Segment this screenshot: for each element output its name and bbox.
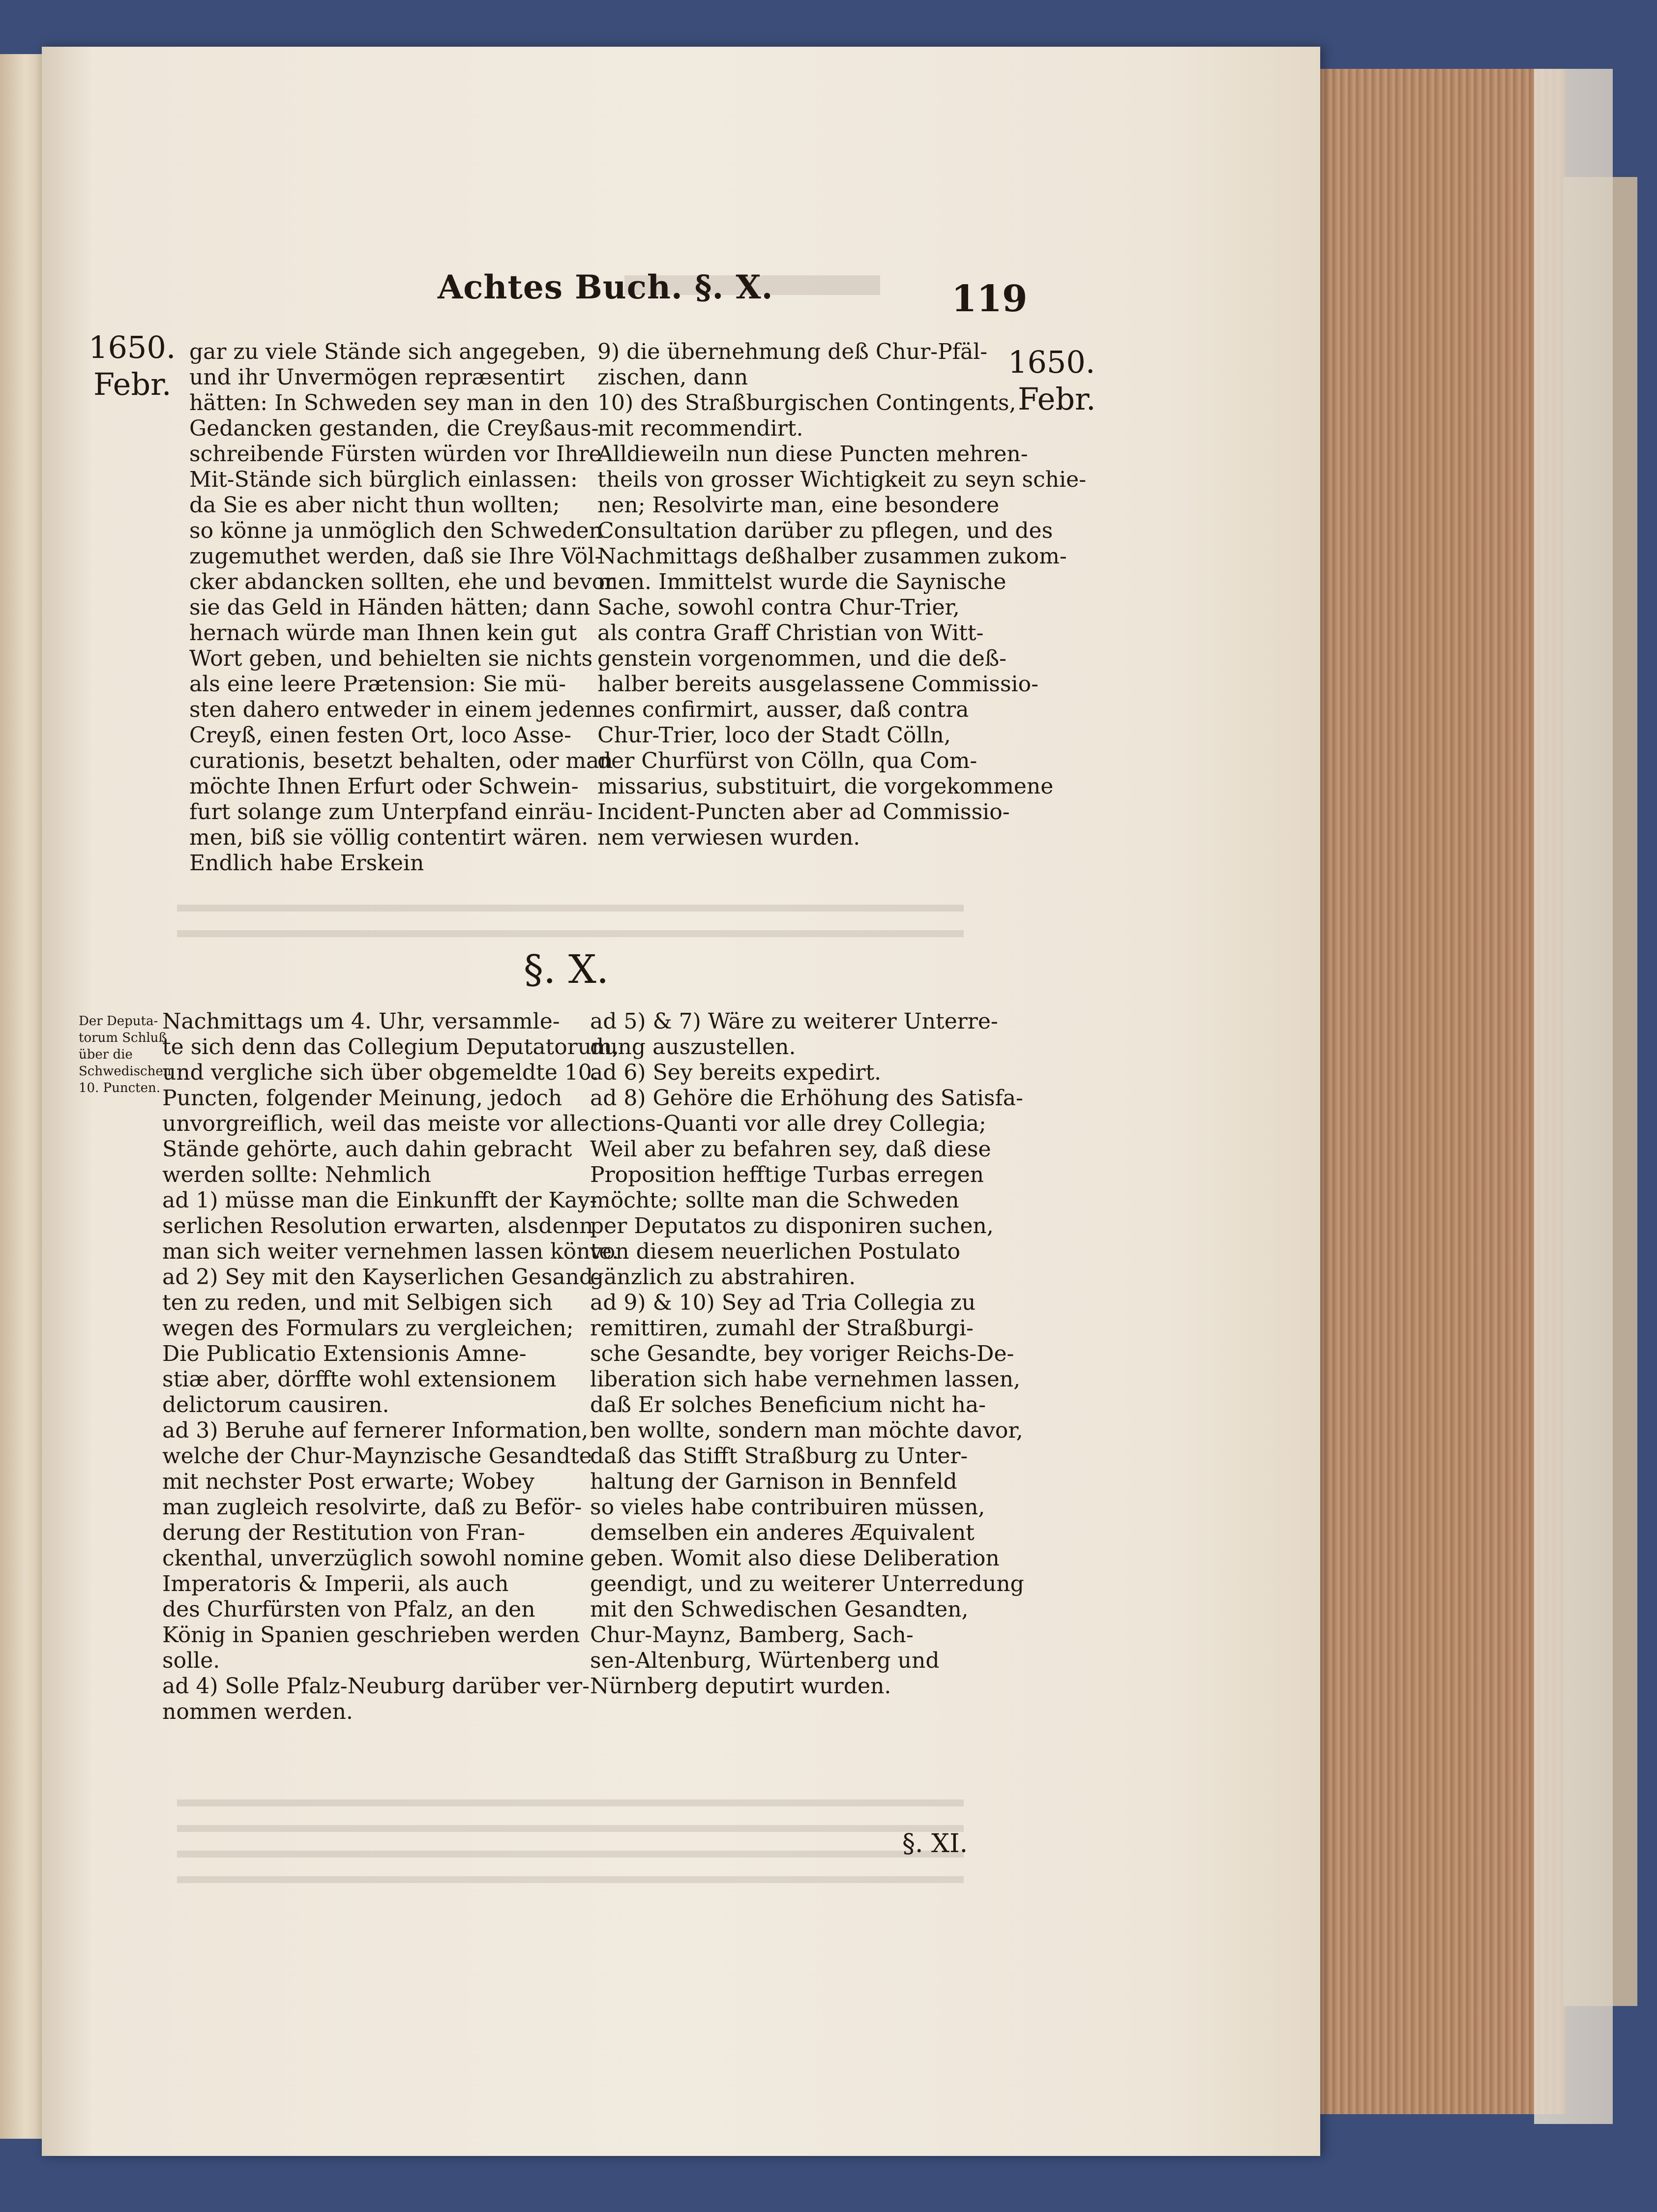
text-line: derung der Restitution von Fran- xyxy=(162,1520,526,1545)
text-line: nem verwiesen wurden. xyxy=(597,825,860,850)
text-line: liberation sich habe vernehmen lassen, xyxy=(590,1367,1021,1392)
text-line: men, biß sie völlig contentirt wären. xyxy=(189,825,589,850)
text-line: schreibende Fürsten würden vor Ihre xyxy=(189,442,602,467)
text-line: Stände gehörte, auch dahin gebracht xyxy=(162,1137,572,1162)
text-line: als contra Graff Christian von Witt- xyxy=(597,620,984,646)
text-line: ad 6) Sey bereits expedirt. xyxy=(590,1060,882,1085)
text-line: theils von grosser Wichtigkeit zu seyn schie- xyxy=(597,467,1087,492)
text-line: Nürnberg deputirt wurden. xyxy=(590,1674,891,1699)
text-line: Creyß, einen festen Ort, loco Asse- xyxy=(189,723,572,748)
text-line: missarius, substituirt, die vorgekommene xyxy=(597,774,1054,799)
text-line: da Sie es aber nicht thun wollten; xyxy=(189,493,560,518)
left-page-edge xyxy=(0,54,44,2139)
text-line: per Deputatos zu disponiren suchen, xyxy=(590,1213,994,1239)
margin-note-line: Schwedischen xyxy=(79,1064,172,1079)
margin-year-left: 1650. xyxy=(89,329,176,365)
text-line: solle. xyxy=(162,1648,220,1673)
text-line: ad 1) müsse man die Einkunfft der Kay- xyxy=(162,1188,597,1213)
text-line: man sich weiter vernehmen lassen könte. xyxy=(162,1239,619,1264)
text-line: furt solange zum Unterpfand einräu- xyxy=(189,799,593,825)
text-line: Consultation darüber zu pflegen, und des xyxy=(597,518,1053,543)
text-line: Chur-Maynz, Bamberg, Sach- xyxy=(590,1622,914,1648)
margin-year-right: 1650. xyxy=(1008,344,1095,380)
text-line: Proposition hefftige Turbas erregen xyxy=(590,1162,984,1187)
text-line: sie das Geld in Händen hätten; dann xyxy=(189,595,591,620)
margin-month-left: Febr. xyxy=(93,366,172,402)
text-line: hernach würde man Ihnen kein gut xyxy=(189,620,577,646)
text-line: ckenthal, unverzüglich sowohl nomine xyxy=(162,1546,584,1571)
text-line: Gedancken gestanden, die Creyßaus- xyxy=(189,416,599,441)
text-line: so vieles habe contribuiren müssen, xyxy=(590,1495,985,1520)
text-line: geendigt, und zu weiterer Unterredung xyxy=(590,1571,1024,1596)
text-line: Imperatoris & Imperii, als auch xyxy=(162,1571,509,1596)
text-line: König in Spanien geschrieben werden xyxy=(162,1622,580,1648)
text-line: Endlich habe Erskein xyxy=(189,851,424,876)
margin-note-line: über die xyxy=(79,1047,133,1062)
margin-note-line: torum Schluß xyxy=(79,1031,167,1045)
text-line: geben. Womit also diese Deliberation xyxy=(590,1546,1000,1571)
text-line: ad 2) Sey mit den Kayserlichen Gesand- xyxy=(162,1265,601,1290)
text-line: gar zu viele Stände sich angegeben, xyxy=(189,339,587,364)
text-line: mit recommendirt. xyxy=(597,416,803,441)
text-line: Mit-Stände sich bürglich einlassen: xyxy=(189,467,578,492)
text-line: mit den Schwedischen Gesandten, xyxy=(590,1597,969,1622)
text-line: daß das Stifft Straßburg zu Unter- xyxy=(590,1444,968,1469)
text-line: nen; Resolvirte man, eine besondere xyxy=(597,493,1000,518)
text-line: Die Publicatio Extensionis Amne- xyxy=(162,1341,527,1366)
text-line: demselben ein anderes Æquivalent xyxy=(590,1520,975,1545)
text-line: haltung der Garnison in Bennfeld xyxy=(590,1469,957,1494)
text-line: ad 8) Gehöre die Erhöhung des Satisfa- xyxy=(590,1086,1023,1111)
margin-note-line: Der Deputa- xyxy=(79,1014,158,1029)
text-line: cker abdancken sollten, ehe und bevor xyxy=(189,569,616,594)
text-line: welche der Chur-Maynzische Gesandte xyxy=(162,1444,592,1469)
text-line: ad 3) Beruhe auf fernerer Information, xyxy=(162,1418,589,1443)
text-line: sten dahero entweder in einem jeden xyxy=(189,697,599,722)
text-line: zugemuthet werden, daß sie Ihre Völ- xyxy=(189,544,602,569)
text-line: dung auszustellen. xyxy=(590,1034,796,1060)
text-line: Wort geben, und behielten sie nichts xyxy=(189,646,593,671)
text-line: ten zu reden, und mit Selbigen sich xyxy=(162,1290,553,1315)
page-number: 119 xyxy=(951,278,1028,320)
text-line: Sache, sowohl contra Chur-Trier, xyxy=(597,595,960,620)
text-line: ad 4) Solle Pfalz-Neuburg darüber ver- xyxy=(162,1674,590,1699)
text-line: wegen des Formulars zu vergleichen; xyxy=(162,1316,574,1341)
text-line: unvorgreiflich, weil das meiste vor alle xyxy=(162,1111,590,1136)
catchword: §. XI. xyxy=(902,1829,968,1858)
text-line: möchte Ihnen Erfurt oder Schwein- xyxy=(189,774,579,799)
text-line: man zugleich resolvirte, daß zu Beför- xyxy=(162,1495,582,1520)
text-line: Chur-Trier, loco der Stadt Cölln, xyxy=(597,723,951,748)
text-line: curationis, besetzt behalten, oder man xyxy=(189,748,613,773)
text-line: genstein vorgenommen, und die deß- xyxy=(597,646,1007,671)
text-line: hätten: In Schweden sey man in den xyxy=(189,390,589,415)
text-line: möchte; sollte man die Schweden xyxy=(590,1188,959,1213)
text-line: nes confirmirt, ausser, daß contra xyxy=(597,697,969,722)
text-line: ad 5) & 7) Wäre zu weiterer Unterre- xyxy=(590,1009,998,1034)
text-line: ad 9) & 10) Sey ad Tria Collegia zu xyxy=(590,1290,976,1315)
margin-month-right: Febr. xyxy=(1018,381,1096,417)
text-line: ctions-Quanti vor alle drey Collegia; xyxy=(590,1111,986,1136)
text-line: 9) die übernehmung deß Chur-Pfäl- xyxy=(597,339,988,364)
text-line: mit nechster Post erwarte; Wobey xyxy=(162,1469,535,1494)
text-line: so könne ja unmöglich den Schweden xyxy=(189,518,603,543)
text-line: Alldieweiln nun diese Puncten mehren- xyxy=(597,442,1028,467)
flyleaf xyxy=(1534,69,1613,2124)
text-line: sen-Altenburg, Würtenberg und xyxy=(590,1648,940,1673)
text-line: Puncten, folgender Meinung, jedoch xyxy=(162,1086,562,1111)
text-line: daß Er solches Beneficium nicht ha- xyxy=(590,1392,986,1417)
show-through-block-2 xyxy=(177,1799,964,1898)
text-line: als eine leere Prætension: Sie mü- xyxy=(189,672,566,697)
page-edges xyxy=(1318,69,1567,2114)
text-line: Nachmittags deßhalber zusammen zukom- xyxy=(597,544,1067,569)
text-line: ben wollte, sondern man möchte davor, xyxy=(590,1418,1023,1443)
bottom-right-column xyxy=(590,1009,1024,1699)
text-line: Weil aber zu befahren sey, daß diese xyxy=(590,1137,991,1162)
text-line: gänzlich zu abstrahiren. xyxy=(590,1265,856,1290)
text-line: halber bereits ausgelassene Commissio- xyxy=(597,672,1038,697)
text-line: men. Immittelst wurde die Saynische xyxy=(597,569,1006,594)
running-head: Achtes Buch. §. X. xyxy=(438,268,773,306)
text-line: stiæ aber, dörffte wohl extensionem xyxy=(162,1367,557,1392)
text-line: von diesem neuerlichen Postulato xyxy=(590,1239,960,1264)
text-line: Incident-Puncten aber ad Commissio- xyxy=(597,799,1010,825)
show-through-block xyxy=(177,905,964,944)
text-line: werden sollte: Nehmlich xyxy=(162,1162,431,1187)
text-line: Nachmittags um 4. Uhr, versammle- xyxy=(162,1009,560,1034)
text-line: und ihr Unvermögen repræsentirt xyxy=(189,365,565,390)
text-line: der Churfürst von Cölln, qua Com- xyxy=(597,748,977,773)
text-line: zischen, dann xyxy=(597,365,748,390)
text-line: des Churfürsten von Pfalz, an den xyxy=(162,1597,535,1622)
margin-note-line: 10. Puncten. xyxy=(79,1081,161,1095)
text-line: sche Gesandte, bey voriger Reichs-De- xyxy=(590,1341,1014,1366)
text-line: und vergliche sich über obgemeldte 10. xyxy=(162,1060,599,1085)
section-heading: §. X. xyxy=(524,946,609,992)
text-line: delictorum causiren. xyxy=(162,1392,389,1417)
top-left-column xyxy=(189,339,615,876)
bottom-left-column xyxy=(162,1009,619,1725)
text-line: te sich denn das Collegium Deputatorum, xyxy=(162,1034,619,1060)
top-right-column xyxy=(597,339,1086,851)
text-line: remittiren, zumahl der Straßburgi- xyxy=(590,1316,974,1341)
text-line: 10) des Straßburgischen Contingents, xyxy=(597,390,1016,415)
margin-note xyxy=(79,1013,172,1096)
text-line: nommen werden. xyxy=(162,1699,353,1724)
text-line: serlichen Resolution erwarten, alsdenn xyxy=(162,1213,593,1239)
